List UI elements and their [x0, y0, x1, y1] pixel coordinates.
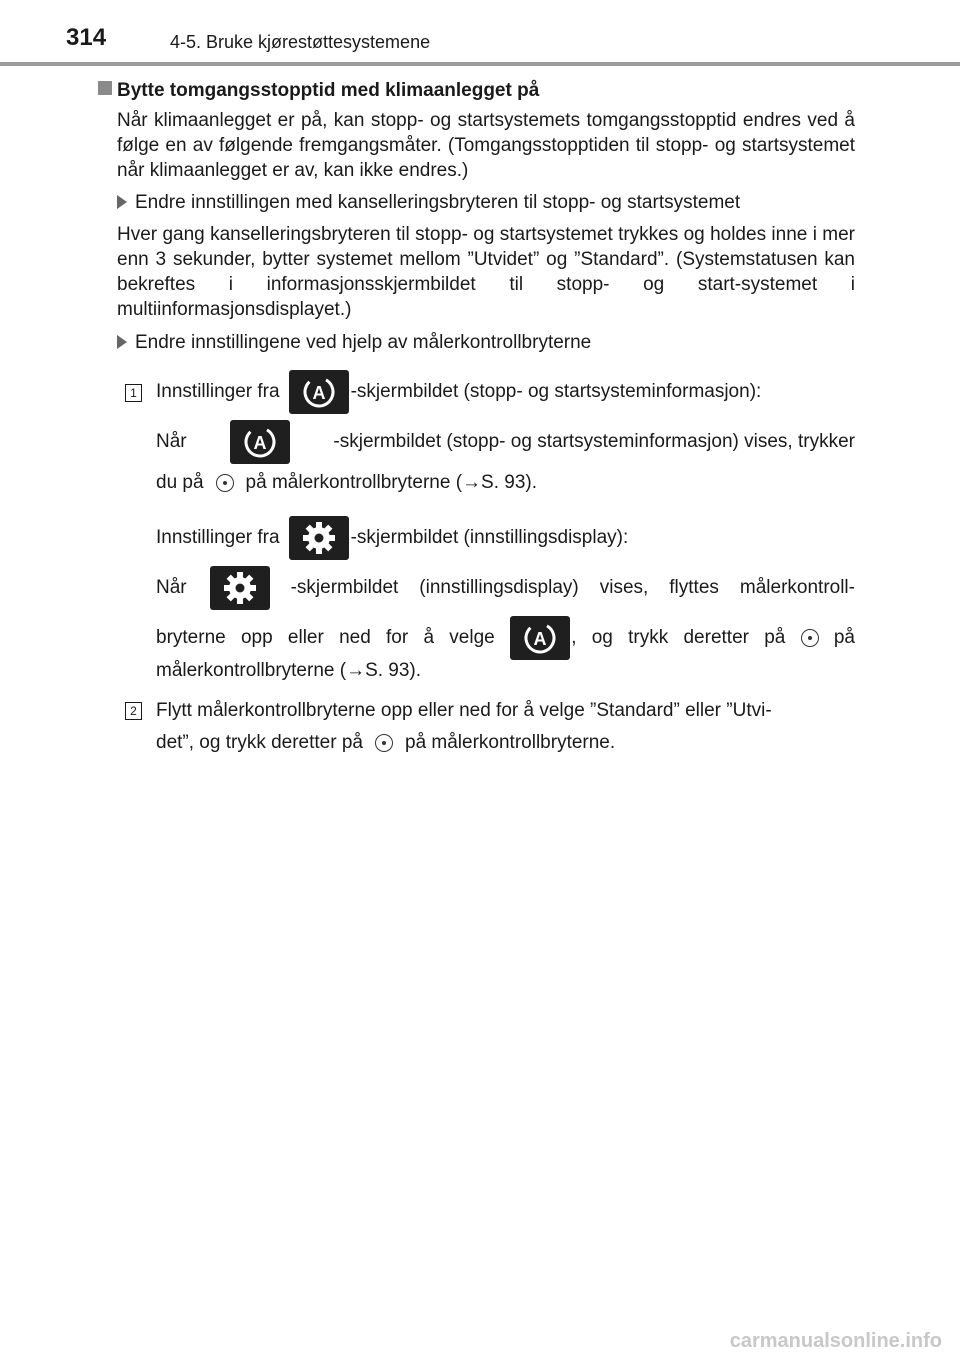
svg-text:A: A [312, 383, 326, 403]
method2-heading: Endre innstillingene ved hjelp av målerkontrollbryterne [117, 330, 591, 355]
intro-paragraph: Når klimaanlegget er på, kan stopp- og startsystemets tomgangsstopptid endres ved å følge en av følgende fremgangsmåter. (Tomgangsstopptiden til stopp- og startsystemet når klimaanlegget er av, kan ikke endres.) [117, 110, 855, 181]
step-number-1: 1 [125, 384, 142, 402]
step1-line-a: Innstillinger fra A -skjermbildet (stopp- og startsysteminformasjon): [156, 370, 855, 414]
page-header [0, 0, 960, 62]
method1-paragraph: Hver gang kanselleringsbryteren til stopp- og startsystemet trykkes og holdes inne i mer enn 3 sekunder, bytter systemet mellom ”Utvidet” og ”Standard”. (Systemstatusen kan bekreftes i informasjonsskjermbildet til stopp- og start-systemet i multiinformasjonsdisplayet.) [117, 224, 855, 320]
triangle-bullet-icon [117, 335, 127, 349]
step1-line-d: Innstillinger fra -skjermbildet (innstillingsdisplay): [156, 516, 855, 560]
header-rule [0, 62, 960, 66]
svg-text:A: A [253, 433, 267, 453]
enter-button-icon [216, 474, 234, 492]
step1-line-f: bryterne opp eller ned for å velge A , og trykk deretter på på [156, 616, 855, 660]
page-number: 314 [66, 24, 107, 51]
stop-start-a-icon [289, 370, 349, 414]
square-bullet-icon [98, 81, 112, 95]
gear-icon [289, 516, 349, 560]
step1-line-c: du på på målerkontrollbryterne (→S. 93). [156, 472, 537, 493]
watermark: carmanualsonline.info [729, 1330, 942, 1352]
step1-line-b: Når A -skjermbildet (stopp- og startsysteminformasjon) vises, trykker [156, 420, 855, 464]
method1-heading: Endre innstillingen med kanselleringsbryteren til stopp- og startsystemet [117, 190, 740, 215]
stop-start-a-icon [230, 420, 290, 464]
step-number-2: 2 [125, 702, 142, 720]
step2-line-b: det”, og trykk deretter på på målerkontrollbryterne. [156, 732, 616, 753]
stop-start-a-icon [510, 616, 570, 660]
triangle-bullet-icon [117, 195, 127, 209]
enter-button-icon [375, 734, 393, 752]
section-title: Bytte tomgangsstopptid med klimaanlegget på [98, 80, 539, 102]
chapter-title: 4-5. Bruke kjørestøttesystemene [170, 32, 431, 52]
step1-line-g: målerkontrollbryterne (→S. 93). [156, 660, 422, 681]
svg-text:A: A [533, 629, 547, 649]
gear-icon [210, 566, 270, 610]
enter-button-icon [801, 629, 819, 647]
step1-line-e: Når -skjermbildet (innstillingsdisplay) vises, flyttes målerkontroll- [156, 566, 855, 610]
step2-line-a: Flytt målerkontrollbryterne opp eller ned for å velge ”Standard” eller ”Utvi- [156, 700, 772, 721]
